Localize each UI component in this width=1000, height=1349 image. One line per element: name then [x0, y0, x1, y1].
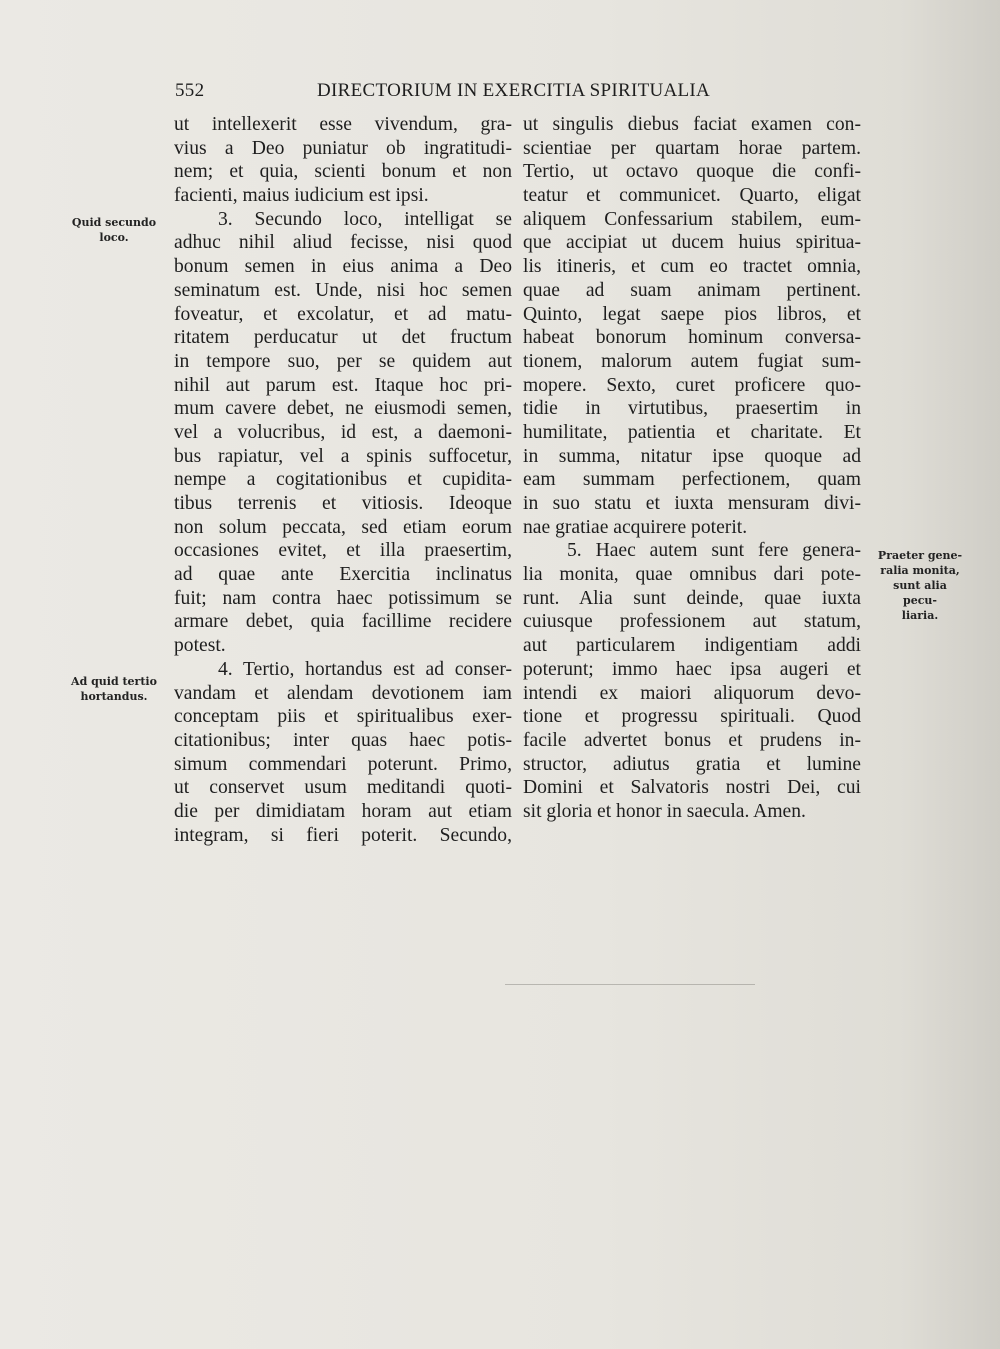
- margin-note-line: Praeter gene-: [877, 549, 963, 562]
- text-line: foveatur, et excolatur, et ad matu-: [174, 303, 512, 325]
- left-text-column: [174, 113, 512, 847]
- page-number: 552: [175, 80, 205, 101]
- running-header: [175, 80, 715, 110]
- text-line: nae gratiae acquirere poterit.: [523, 516, 748, 538]
- margin-note-line: Ad quid tertio: [71, 675, 157, 688]
- text-line: Tertio, ut octavo quoque die confi-: [523, 161, 861, 183]
- text-line: facile advertet bonus et prudens in-: [523, 729, 861, 751]
- text-line: 3. Secundo loco, intelligat se: [218, 208, 512, 230]
- text-line: poterunt; immo haec ipsa augeri et: [523, 658, 861, 680]
- text-line: fuit; nam contra haec potissimum se: [174, 587, 512, 609]
- margin-note-quid-secundo: [68, 215, 160, 245]
- text-line: non solum peccata, sed etiam eorum: [174, 516, 512, 538]
- right-text-column: [523, 113, 861, 824]
- text-line: ut intellexerit esse vivendum, gra-: [174, 114, 512, 135]
- text-line: 4. Tertio, hortandus est ad conser-: [218, 658, 512, 680]
- running-title: DIRECTORIUM IN EXERCITIA SPIRITUALIA: [317, 80, 711, 101]
- text-line: vius a Deo puniatur ob ingratitudi-: [174, 137, 512, 159]
- text-line: in suo statu et iuxta mensuram divi-: [523, 493, 861, 514]
- text-line: integram, si fieri poterit. Secundo,: [174, 824, 512, 846]
- margin-note-praeter-generalia: [875, 548, 965, 623]
- text-line: die per dimidiatam horam aut etiam: [174, 800, 512, 822]
- text-line: sit gloria et honor in saecula. Amen.: [523, 800, 806, 822]
- text-line: ad quae ante Exercitia inclinatus: [174, 564, 512, 586]
- text-line: adhuc nihil aliud fecisse, nisi quod: [174, 232, 512, 254]
- margin-note-line: sunt alia pecu-: [893, 579, 947, 607]
- margin-note-line: loco.: [99, 231, 129, 244]
- text-line: mopere. Sexto, curet proficere quo-: [523, 374, 861, 396]
- text-line: tione et progressu spirituali. Quod: [523, 706, 861, 728]
- text-line: potest.: [174, 635, 226, 657]
- text-line: simum commendari poterunt. Primo,: [174, 753, 512, 775]
- text-line: lis itineris, et cum eo tractet omnia,: [523, 256, 861, 278]
- text-line: bus rapiatur, vel a spinis suffocetur,: [174, 445, 512, 467]
- text-line: facienti, maius iudicium est ipsi.: [174, 185, 429, 207]
- text-line: seminatum est. Unde, nisi hoc semen: [174, 279, 512, 301]
- margin-note-line: Quid secundo: [71, 216, 157, 229]
- text-line: intendi ex maiori aliquorum devo-: [523, 682, 861, 704]
- text-line: bonum semen in eius anima a Deo: [174, 256, 512, 278]
- margin-note-line: liaria.: [901, 609, 939, 622]
- show-through-rule: [505, 984, 755, 985]
- text-line: cuiusque professionem aut statum,: [523, 611, 861, 633]
- text-line: Domini et Salvatoris nostri Dei, cui: [523, 777, 861, 799]
- text-line: nempe a cogitationibus et cupidita-: [174, 469, 512, 491]
- text-line: aut particularem indigentiam addi: [523, 635, 861, 657]
- text-line: vandam et alendam devotionem iam: [174, 682, 512, 704]
- text-line: habeat bonorum hominum conversa-: [523, 327, 861, 349]
- text-line: tionem, malorum autem fugiat sum-: [523, 350, 861, 372]
- text-line: tidie in virtutibus, praesertim in: [523, 398, 861, 420]
- text-line: ut conservet usum meditandi quoti-: [174, 777, 512, 799]
- margin-note-line: hortandus.: [80, 690, 148, 703]
- text-line: aliquem Confessarium stabilem, eum-: [523, 208, 861, 230]
- text-line: ritatem perducatur ut det fructum: [174, 327, 512, 349]
- text-line: conceptam piis et spiritualibus exer-: [174, 706, 512, 728]
- text-line: in summa, nitatur ipse quoque ad: [523, 445, 861, 467]
- text-line: que accipiat ut ducem huius spiritua-: [523, 232, 861, 254]
- text-line: occasiones evitet, et illa praesertim,: [174, 540, 512, 562]
- text-line: runt. Alia sunt deinde, quae iuxta: [523, 587, 861, 609]
- text-line: armare debet, quia facillime recidere: [174, 611, 512, 633]
- text-line: ut singulis diebus faciat examen con-: [523, 114, 861, 135]
- text-line: Quinto, legat saepe pios libros, et: [523, 303, 861, 325]
- text-line: structor, adiutus gratia et lumine: [523, 753, 861, 775]
- text-line: mum cavere debet, ne eiusmodi semen,: [174, 398, 512, 420]
- text-line: tibus terrenis et vitiosis. Ideoque: [174, 493, 512, 514]
- text-line: lia monita, quae omnibus dari pote-: [523, 564, 861, 586]
- text-line: nihil aut parum est. Itaque hoc pri-: [174, 374, 512, 396]
- text-line: vel a volucribus, id est, a daemoni-: [174, 421, 512, 443]
- margin-note-ad-quid-tertio: [68, 674, 160, 704]
- text-line: eam summam perfectionem, quam: [523, 469, 861, 491]
- text-line: in tempore suo, per se quidem aut: [174, 350, 512, 372]
- text-line: 5. Haec autem sunt fere genera-: [567, 540, 861, 562]
- text-line: quae ad suam animam pertinent.: [523, 279, 861, 301]
- text-line: nem; et quia, scienti bonum et non: [174, 161, 512, 183]
- text-line: scientiae per quartam horae partem.: [523, 137, 861, 159]
- text-line: humilitate, patientia et charitate. Et: [523, 421, 861, 443]
- margin-note-line: ralia monita,: [880, 564, 960, 577]
- text-line: teatur et communicet. Quarto, eligat: [523, 185, 861, 207]
- text-line: citationibus; inter quas haec potis-: [174, 729, 512, 751]
